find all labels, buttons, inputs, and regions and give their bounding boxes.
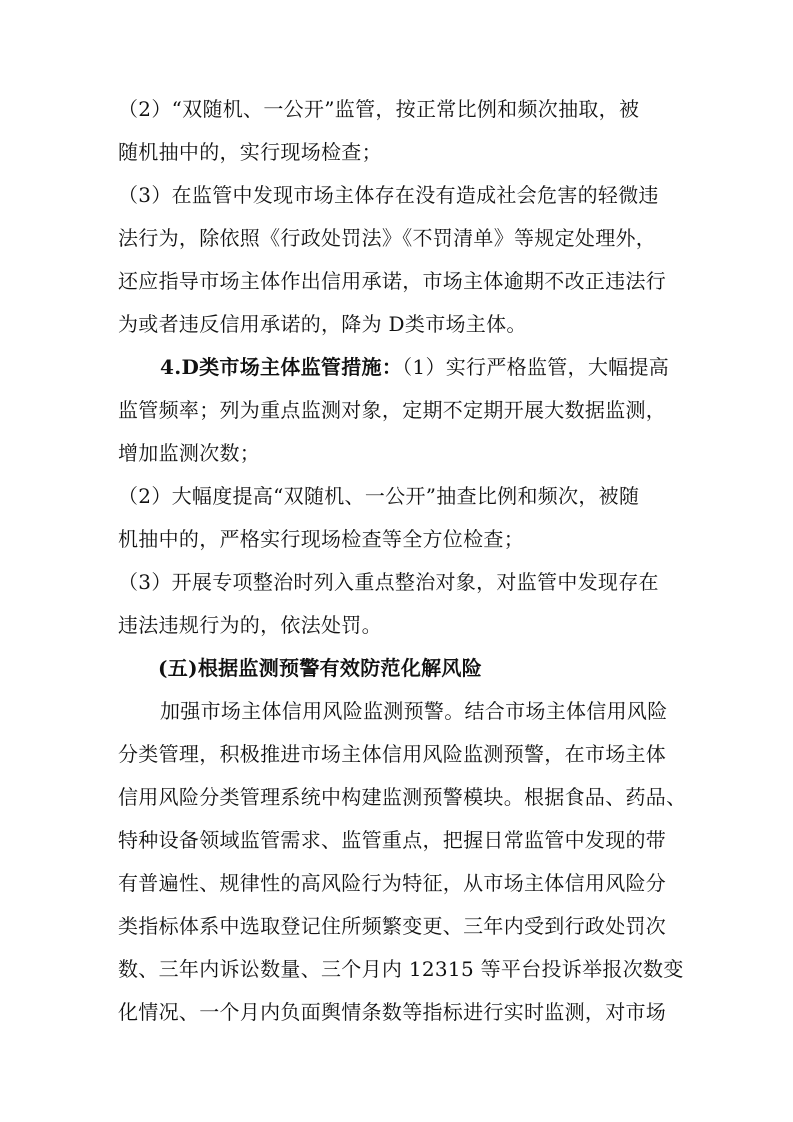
text-line: 还应指导市场主体作出信用承诺，市场主体逾期不改正违法行 [118, 269, 667, 293]
text-line: 法行为，除依照《行政处罚法》《不罚清单》等规定处理外， [118, 226, 657, 250]
text-line: 违法违规行为的，依法处罚。 [118, 613, 382, 637]
heading-line-d-measures [160, 353, 669, 381]
text-line: （3）开展专项整治时列入重点整治对象，对监管中发现存在 [118, 570, 659, 594]
section-heading-risk-warning: (五)根据监测预警有效防范化解风险 [158, 656, 483, 680]
text-line: （3）在监管中发现市场主体存在没有造成社会危害的轻微违 [118, 183, 659, 207]
text-line: 监管频率；列为重点监测对象，定期不定期开展大数据监测， [118, 398, 667, 422]
text-line: 化情况、一个月内负面舆情条数等指标进行实时监测，对市场 [118, 1000, 667, 1024]
text-line: 分类管理，积极推进市场主体信用风险监测预警，在市场主体 [118, 742, 667, 766]
text-line: 增加监测次数； [118, 441, 261, 465]
text-line: 机抽中的，严格实行现场检查等全方位检查； [118, 527, 524, 551]
text-line: （2）“双随机、一公开”监管，按正常比例和频次抽取，被 [118, 97, 640, 121]
text-line: 为或者违反信用承诺的，降为 D类市场主体。 [118, 312, 527, 336]
text-line: 加强市场主体信用风险监测预警。结合市场主体信用风险 [160, 699, 668, 723]
text-line: 信用风险分类管理系统中构建监测预警模块。根据食品、药品、 [118, 785, 687, 809]
text-line: 随机抽中的，实行现场检查； [118, 140, 382, 164]
text-line: 数、三年内诉讼数量、三个月内 12315 等平台投诉举报次数变 [118, 957, 684, 981]
text-line: 特种设备领域监管需求、监管重点，把握日常监管中发现的带 [118, 828, 667, 852]
text-line: 类指标体系中选取登记住所频繁变更、三年内受到行政处罚次 [118, 914, 667, 938]
section-heading-d-measures: 4.D类市场主体监管措施： [160, 355, 403, 379]
text-line: 有普遍性、规律性的高风险行为特征，从市场主体信用风险分 [118, 871, 667, 895]
text-line: （2）大幅度提高“双随机、一公开”抽查比例和频次，被随 [118, 484, 640, 508]
text-span: （1）实行严格监管，大幅提高 [402, 355, 670, 379]
